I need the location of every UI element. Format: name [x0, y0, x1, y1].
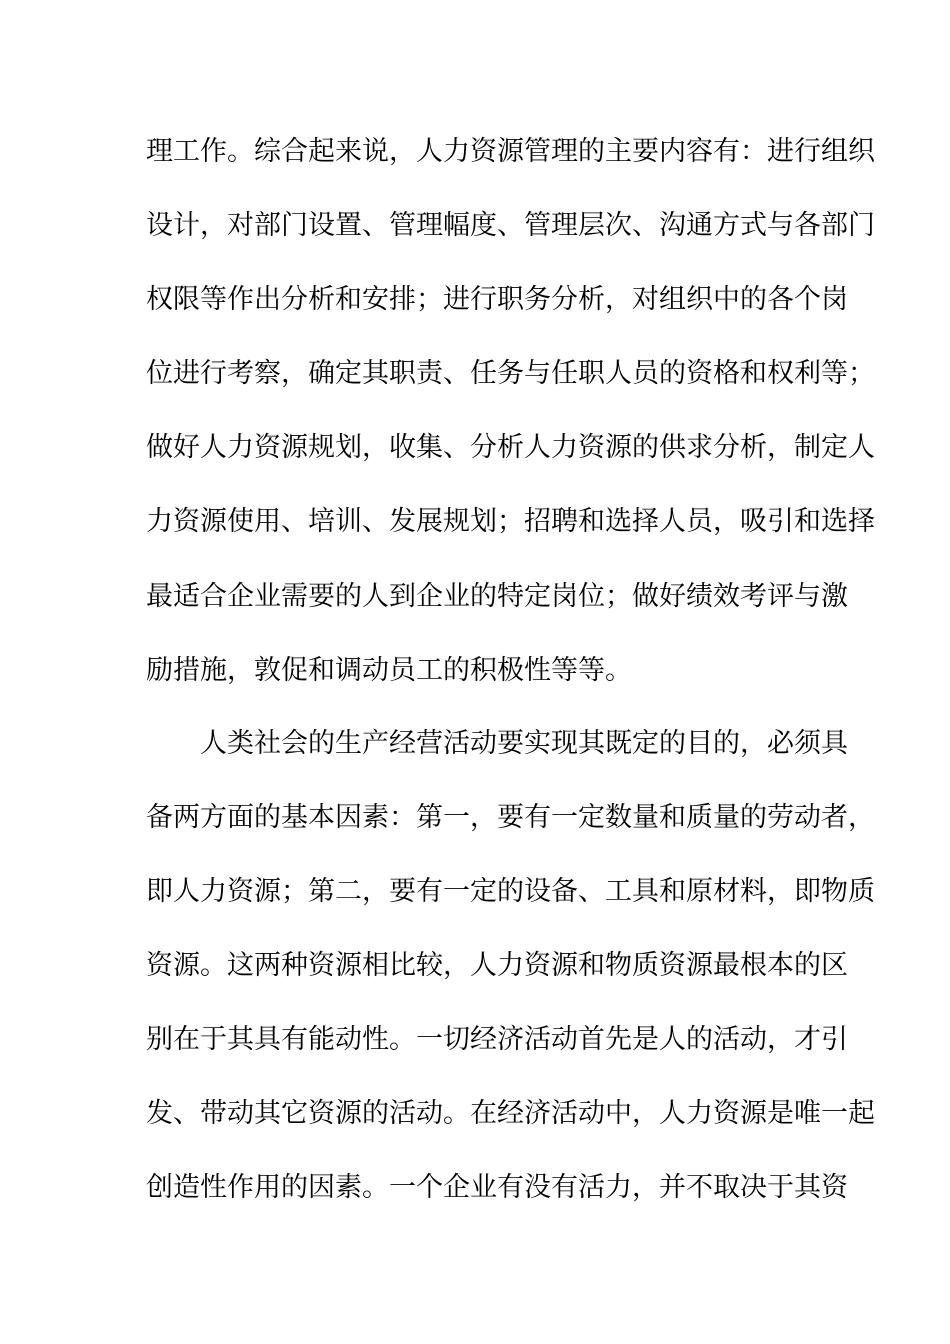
text-line: 别在于其具有能动性。一切经济活动首先是人的活动，才引 [146, 1024, 848, 1055]
text-line: 设计，对部门设置、管理幅度、管理层次、沟通方式与各部门 [146, 210, 875, 241]
paragraph-first-line: 人类社会的生产经营活动要实现其既定的目的，必须具 [200, 728, 848, 759]
text-line: 理工作。综合起来说，人力资源管理的主要内容有：进行组织 [146, 136, 875, 167]
text-line: 位进行考察，确定其职责、任务与任职人员的资格和权利等； [146, 358, 875, 389]
text-line: 资源。这两种资源相比较，人力资源和物质资源最根本的区 [146, 950, 848, 981]
text-line: 发、带动其它资源的活动。在经济活动中，人力资源是唯一起 [146, 1098, 875, 1129]
text-line: 权限等作出分析和安排；进行职务分析，对组织中的各个岗 [146, 284, 848, 315]
text-line: 做好人力资源规划，收集、分析人力资源的供求分析，制定人 [146, 432, 875, 463]
text-line: 创造性作用的因素。一个企业有没有活力，并不取决于其资 [146, 1172, 848, 1203]
text-line: 即人力资源；第二，要有一定的设备、工具和原材料，即物质 [146, 876, 875, 907]
text-line: 力资源使用、培训、发展规划；招聘和选择人员，吸引和选择 [146, 506, 875, 537]
text-line: 备两方面的基本因素：第一，要有一定数量和质量的劳动者， [146, 802, 875, 833]
text-line: 励措施，敦促和调动员工的积极性等等。 [146, 655, 632, 686]
text-line: 最适合企业需要的人到企业的特定岗位；做好绩效考评与激 [146, 581, 848, 612]
